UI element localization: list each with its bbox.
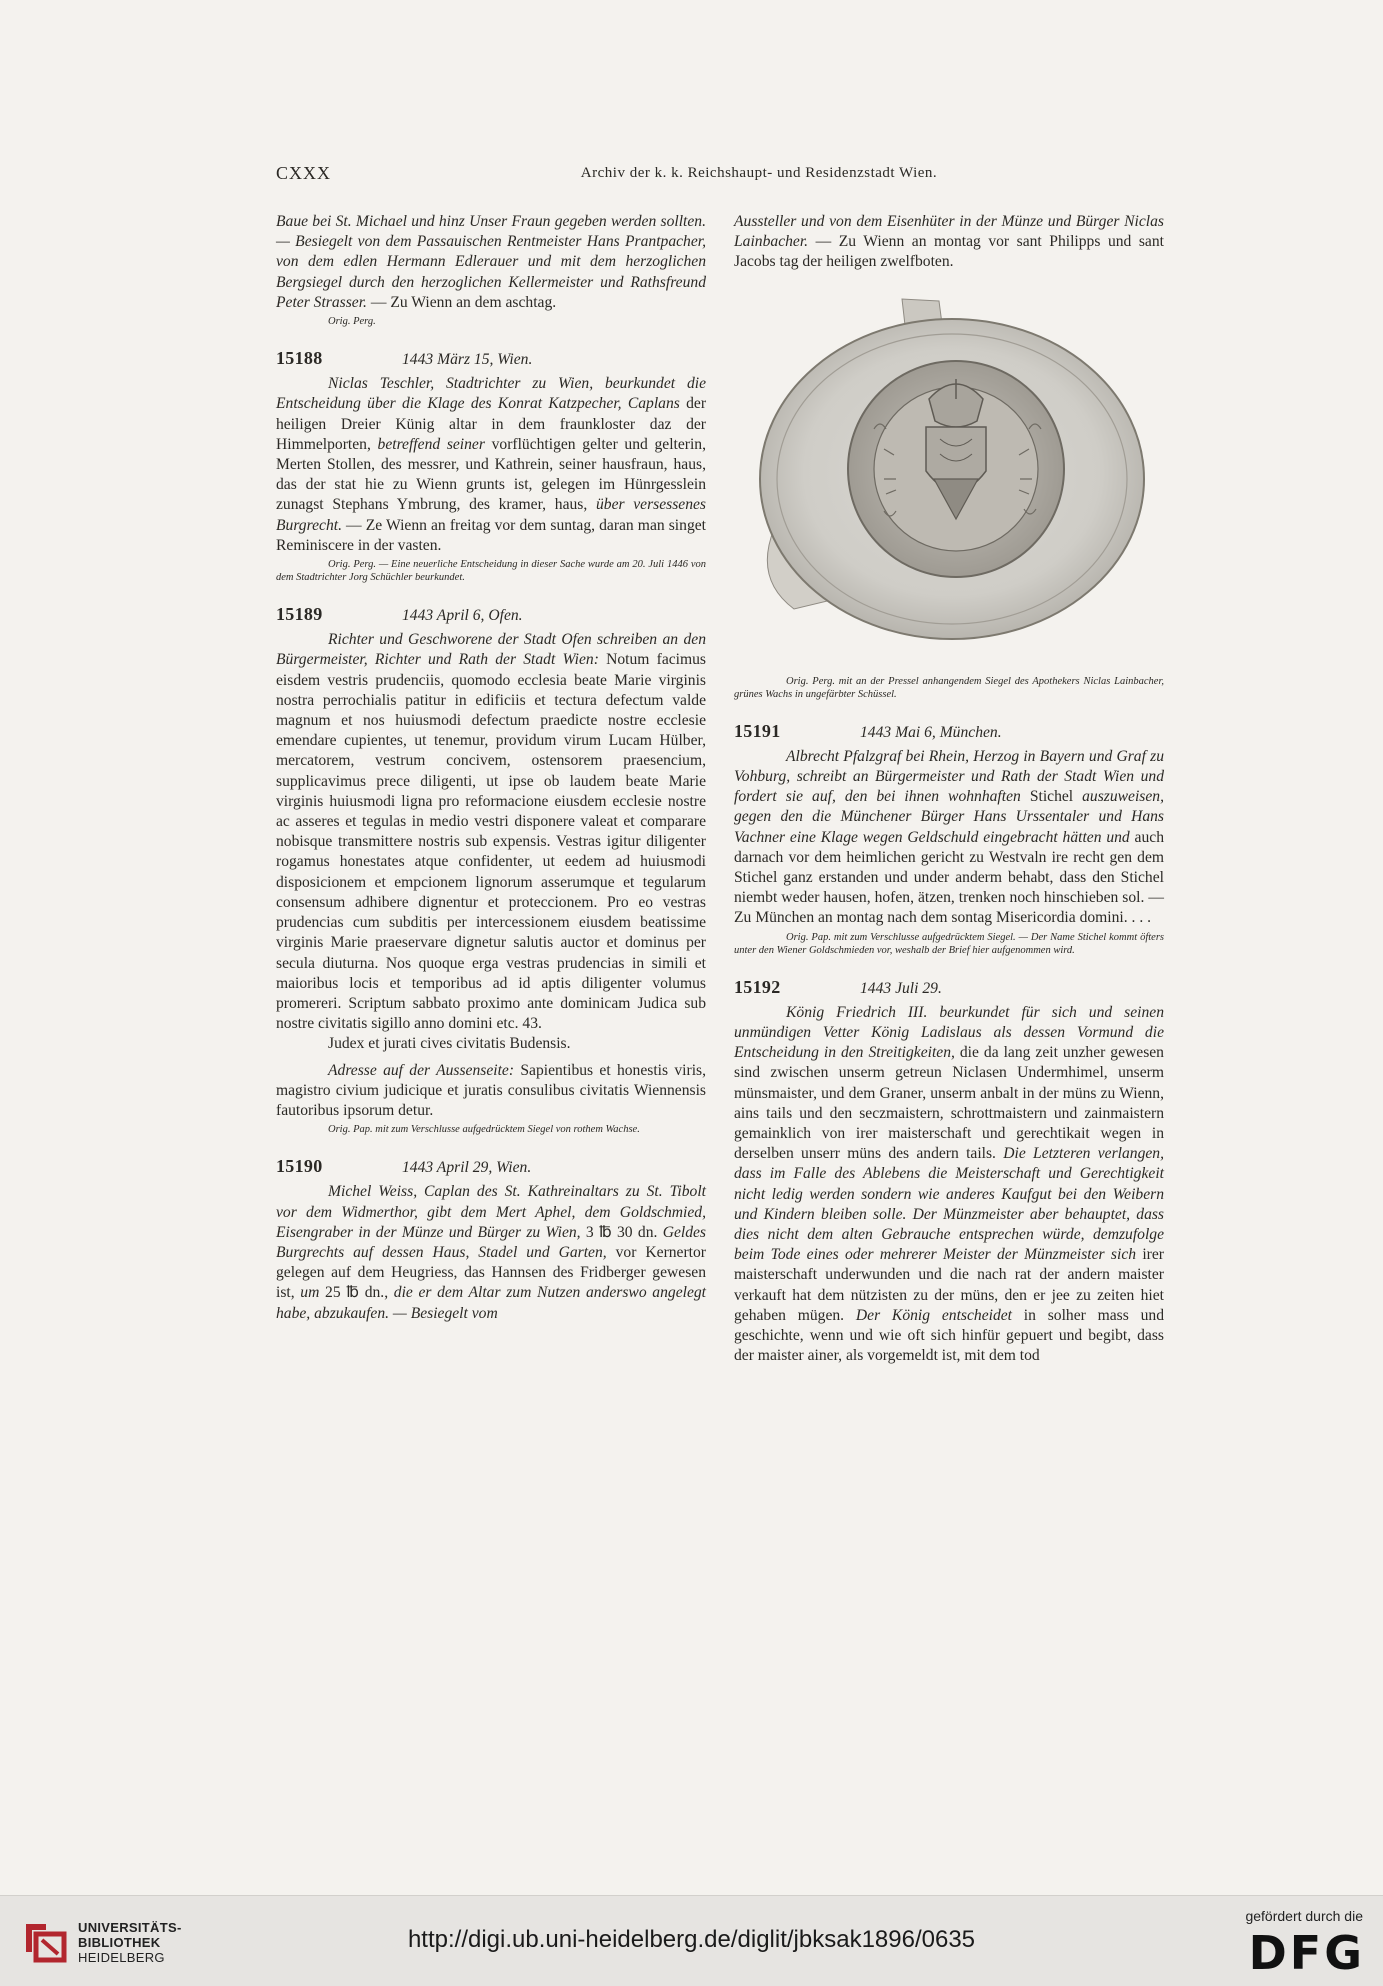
entry-15191-note: Orig. Pap. mit zum Verschlusse aufgedrücktem Siegel. — Der Name Stichel kommt öfters unter den Wiener Goldschmieden vor, weshalb der Brief hier aufgenommen wird.	[734, 931, 1164, 956]
dfg-logo[interactable]: DFG	[1248, 1926, 1365, 1980]
entry-15189-note: Orig. Pap. mit zum Verschlusse aufgedrücktem Siegel von rothem Wachse.	[328, 1124, 640, 1136]
entry-number: 15188	[276, 348, 323, 369]
entry-date: 1443 Juli 29.	[860, 979, 942, 997]
entry-number: 15190	[276, 1156, 323, 1177]
library-name[interactable]: UNIVERSITÄTS- BIBLIOTHEK HEIDELBERG	[78, 1920, 182, 1965]
seal-image-icon	[734, 279, 1164, 669]
entry-15188-text: Niclas Teschler, Stadtrichter zu Wien, beurkundet die Entscheidung über die Klage des Konrat Katzpecher, Caplans der heiligen Dreier Künig altar in dem fraunkloster daz der Himmelporten, betreffend seiner vorflüchtigen gelter und gelterin, Merten Stollen, des messrer, und Kathrein, seiner hausfraun, haus, das der stat hie zu Wienn grunts ist, gelegen im Hünrgesslein zunagst Stephans Ymbrung, des kramer, haus, über versessenes Burgrecht. — Ze Wienn an freitag vor dem suntag, daran man singet Reminiscere in der vasten.	[276, 375, 707, 554]
entry-number: 15189	[276, 604, 323, 625]
entry-15191-text: Albrecht Pfalzgraf bei Rhein, Herzog in Bayern und Graf zu Vohburg, schreibt an Bürgermeister und Rath der Stadt Wien und fordert sie auf, den bei ihnen wohnhaften Stichel auszuweisen, gegen den die Münchener Bürger Hans Urssentaler und Hans Vachner eine Klage wegen Geldschuld eingebracht hätten und auch darnach vor dem heimlichen gericht zu Westvaln ire recht gen dem Stichel ganz erstanden und under anderm behabt, dass den Stichel niembt weder hausen, hofen, ätzen, trenken noch hinschieben sol. — Zu München an montag nach dem sontag Misericordia domini. . . .	[734, 747, 1164, 927]
left-column	[276, 212, 706, 1324]
entry-15188-head	[276, 348, 706, 370]
entry-15189-signature: Judex et jurati cives civitatis Budensis.	[328, 1035, 571, 1053]
permalink-url[interactable]: http://digi.ub.uni-heidelberg.de/diglit/jbksak1896/0635	[407, 1926, 976, 1953]
entry-15190-text: Michel Weiss, Caplan des St. Kathreinaltars zu St. Tibolt vor dem Widmerthor, gibt dem Mert Aphel, dem Goldschmied, Eisengraber in der Münze und Bürger zu Wien, 3 ℔ 30 dn. Geldes Burgrechts auf dessen Haus, Stadel und Garten, vor Kernertor gelegen auf dem Heugriess, das Hannsen des Fridberger gewesen ist, um 25 ℔ dn., die er dem Altar zum Nutzen anderswo angelegt habe, abzukaufen. — Besiegelt vom	[276, 1183, 706, 1322]
entry-15188-note: Orig. Perg. — Eine neuerliche Entscheidung in dieser Sache wurde am 20. Juli 1446 von dem Stadtrichter Jorg Schüchler beurkundet.	[276, 559, 706, 584]
page-header	[276, 163, 1162, 193]
entry-15189-text: Richter und Geschworene der Stadt Ofen schreiben an den Bürgermeister, Richter und Rath der Stadt Wien: Notum facimus eisdem vestris prudenciis, quomodo ecclesia beate Marie virginis nostra perrochialis patitur in edificiis et tectura defectum valde magnum et nos huiusmodi defectum praedicte nostre ecclesie emendare cupientes, ut tenemur, providum virum Lucam Hülber, mercatorem, vestrum concivem, ostensorem praesencium, supplicavimus prece diligenti, ut ipse ob laudem beate Marie virginis huiusmodi ligna pro reformacione eiusdem ecclesie nostre ac asseres et tegulas in medio vestri disponere valeat et comparare nobisque transmittere nostris sub expensis. Vestras igitur diligenter rogamus honestates atque confidenter, ut eedem ad huiusmodi disposicionem et empcionem lignorum asserumque et tegularum consensum adhibere dignentur et proteccionem. Pro eo vestras prudencias cum subditis per intercessionem eiusdem beatissime virginis Marie praeservare dignetur salutis auctor et dominus per secula diuturna. Nos quoque erga vestras prudencias in simili et maioribus locis et temporibus ad id aptis diligenter volumus promereri. Scriptum sabbato proximo ante dominicam Judica sub nostre civitatis sigillo anno domini etc. 43.	[276, 631, 706, 1033]
entry-15191-head	[734, 721, 1164, 743]
running-title: Archiv der k. k. Reichshaupt- und Residenzstadt Wien.	[580, 165, 938, 181]
entry-15192-text: König Friedrich III. beurkundet für sich und seinen unmündigen Vetter König Ladislaus als dessen Vormund die Entscheidung in den Streitigkeiten, die da lang zeit unzher gewesen sind zwischen unserm getreun Niclasen Undermhimel, unserm münsmaister, und dem Graner, unserm anbalt in der müns zu Wienn, ains tails und den seczmaistern, schrottmaistern und zainmaistern gemainklich von irer maisterschaft und gerechtikait wegen in derselben unserr müns des andern tails. Die Letzteren verlangen, dass im Falle des Ablebens die Meisterschaft und Gerechtigkeit nicht ledig werden sondern wie anderes Kaufgut bei den Weibern und Kindern bleiben solle. Der Münzmeister aber behauptet, dass dies nicht dem alten Gebrauche entsprechen würde, demzufolge beim Tode eines oder mehrerer Meister der Münzmeister sich irer maisterschaft underwunden und die nach rat der andern maister verkauft hat dem nützisten zu der müns, den er jee zu zeiten hiet gehaben mügen. Der König entscheidet in solher mass und geschichte, wenn und wie oft sich hinfür gepuert und begibt, dass der maister ainer, als vorgemeldt ist, mit dem tod	[734, 1003, 1164, 1365]
seal-illustration	[734, 279, 1164, 669]
entry-date: 1443 April 29, Wien.	[402, 1159, 532, 1177]
entry-date: 1443 April 6, Ofen.	[402, 607, 523, 625]
entry-15189-head	[276, 604, 706, 626]
entry-date: 1443 Mai 6, München.	[860, 723, 1002, 741]
entry-15192-head	[734, 977, 1164, 999]
funding-caption: gefördert durch die	[1245, 1908, 1363, 1924]
entry-date: 1443 März 15, Wien.	[402, 351, 533, 369]
intro-paragraph: Baue bei St. Michael und hinz Unser Fraun gegeben werden sollten. — Besiegelt von dem Passauischen Rentmeister Hans Prantpacher, von dem edlen Hermann Edlerauer und mit dem herzoglichen Bergsiegel durch den herzoglichen Kellermeister und Rathsfreund Peter Strasser. — Zu Wienn an dem aschtag.	[276, 213, 706, 311]
entry-number: 15191	[734, 720, 781, 741]
entry-number: 15192	[734, 976, 781, 997]
entry-15190-head	[276, 1156, 706, 1178]
seal-caption: Orig. Perg. mit an der Pressel anhangendem Siegel des Apothekers Niclas Lainbacher, grünes Wachs in ungefärbter Schüssel.	[734, 675, 1164, 700]
intro-note: Orig. Perg.	[328, 316, 376, 328]
page-number: CXXX	[276, 163, 332, 183]
entry-15189-address: Adresse auf der Aussenseite: Sapientibus et honestis viris, magistro civium judicique et juratis consulibus civitatis Wiennensis fautoribus ipsorum detur.	[276, 1061, 706, 1119]
continuation-paragraph: Aussteller und von dem Eisenhüter in der Münze und Bürger Niclas Lainbacher. — Zu Wienn an montag vor sant Philipps und sant Jacobs tag der heiligen zwelfboten.	[734, 213, 1164, 271]
viewer-footer	[0, 1895, 1383, 1986]
right-column	[734, 212, 1164, 1367]
